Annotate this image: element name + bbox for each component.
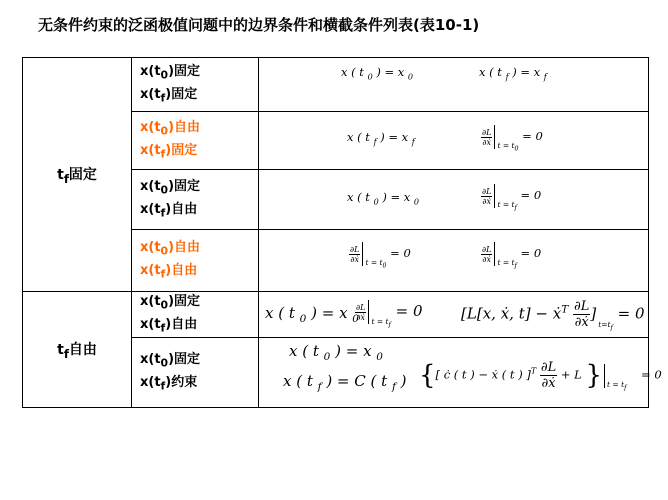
hamiltonian-condition: [L[x, ẋ, t] − ẋ$^T$ $\frac{\partial L}{\text{∂ẋ}}$ ]$t=t_f = 0$ (461, 299, 645, 331)
condition-cell: $x(t_0)$固定 $x(t_f)$固定 (132, 58, 259, 112)
condition-cell: $x(t_0)$自由 $x(t_f)$固定 (132, 112, 259, 170)
condition-cell: $x(t_0)$固定 $x(t_f)$自由 (132, 170, 259, 230)
equation-cell (259, 230, 649, 292)
equation-cell (259, 338, 662, 408)
equation-x-tf-fixed: x ( t $_f$ ) = x $_f$ (347, 130, 415, 147)
boundary-conditions-table (22, 57, 662, 408)
constraint-transversality: {[ ċ ( t ) − ẋ ( t ) ]$^T$ $\frac{\partial L}{\text{∂ẋ}}$ + L } $t = t_f$ = 0 (419, 360, 662, 392)
transversality-tf: $\frac{\partial L}{\text{∂ẋ}}$ $t = t_f = 0$ (481, 242, 541, 270)
equation-x-tf-constraint: x ( t $_f$ ) = C ( t $_f$ ) (283, 372, 407, 394)
group-tf-free: $t_f$自由 (23, 292, 132, 408)
transversality-tf: $\frac{\partial L}{\text{∂ẋ}}$ $t = t_f = 0$ (481, 184, 541, 212)
equation-x-t0-fixed: x ( t $_0$ ) = x $_0$ (347, 190, 420, 207)
equation-x-t0-fixed: x ( t $_0$ ) = x $_0$ (265, 304, 359, 325)
transversality-t0: $\frac{\partial L}{\text{∂ẋ}}$ $t = t_0 = 0$ (481, 125, 543, 153)
equation-x-t0-fixed: x ( t $_0$ ) = x $_0$ (341, 65, 414, 82)
equation-cell (259, 292, 649, 338)
equation-cell (259, 112, 649, 170)
condition-cell: $x(t_0)$自由 $x(t_f)$自由 (132, 230, 259, 292)
transversality-t0: $\frac{\partial L}{\text{∂ẋ}}$ $t = t_0 = 0$ (349, 242, 411, 270)
equation-x-t0-fixed: x ( t $_0$ ) = x $_0$ (289, 342, 383, 364)
equation-cell (259, 58, 649, 112)
condition-cell: $x(t_0)$固定 $x(t_f)$约束 (132, 338, 259, 408)
condition-cell: $x(t_0)$固定 $x(t_f)$自由 (132, 292, 259, 338)
table-row (23, 292, 649, 338)
transversality-tf: $\frac{\partial L}{\text{∂ẋ}}$ $t = t_f = 0$ (356, 302, 423, 329)
page-title: 无条件约束的泛函极值问题中的边界条件和横截条件列表(表10-1) (38, 16, 480, 34)
equation-cell (259, 170, 649, 230)
group-tf-fixed: $t_f$固定 (23, 58, 132, 292)
equation-x-tf-fixed: x ( t $_f$ ) = x $_f$ (479, 65, 547, 82)
table-row (23, 58, 649, 112)
